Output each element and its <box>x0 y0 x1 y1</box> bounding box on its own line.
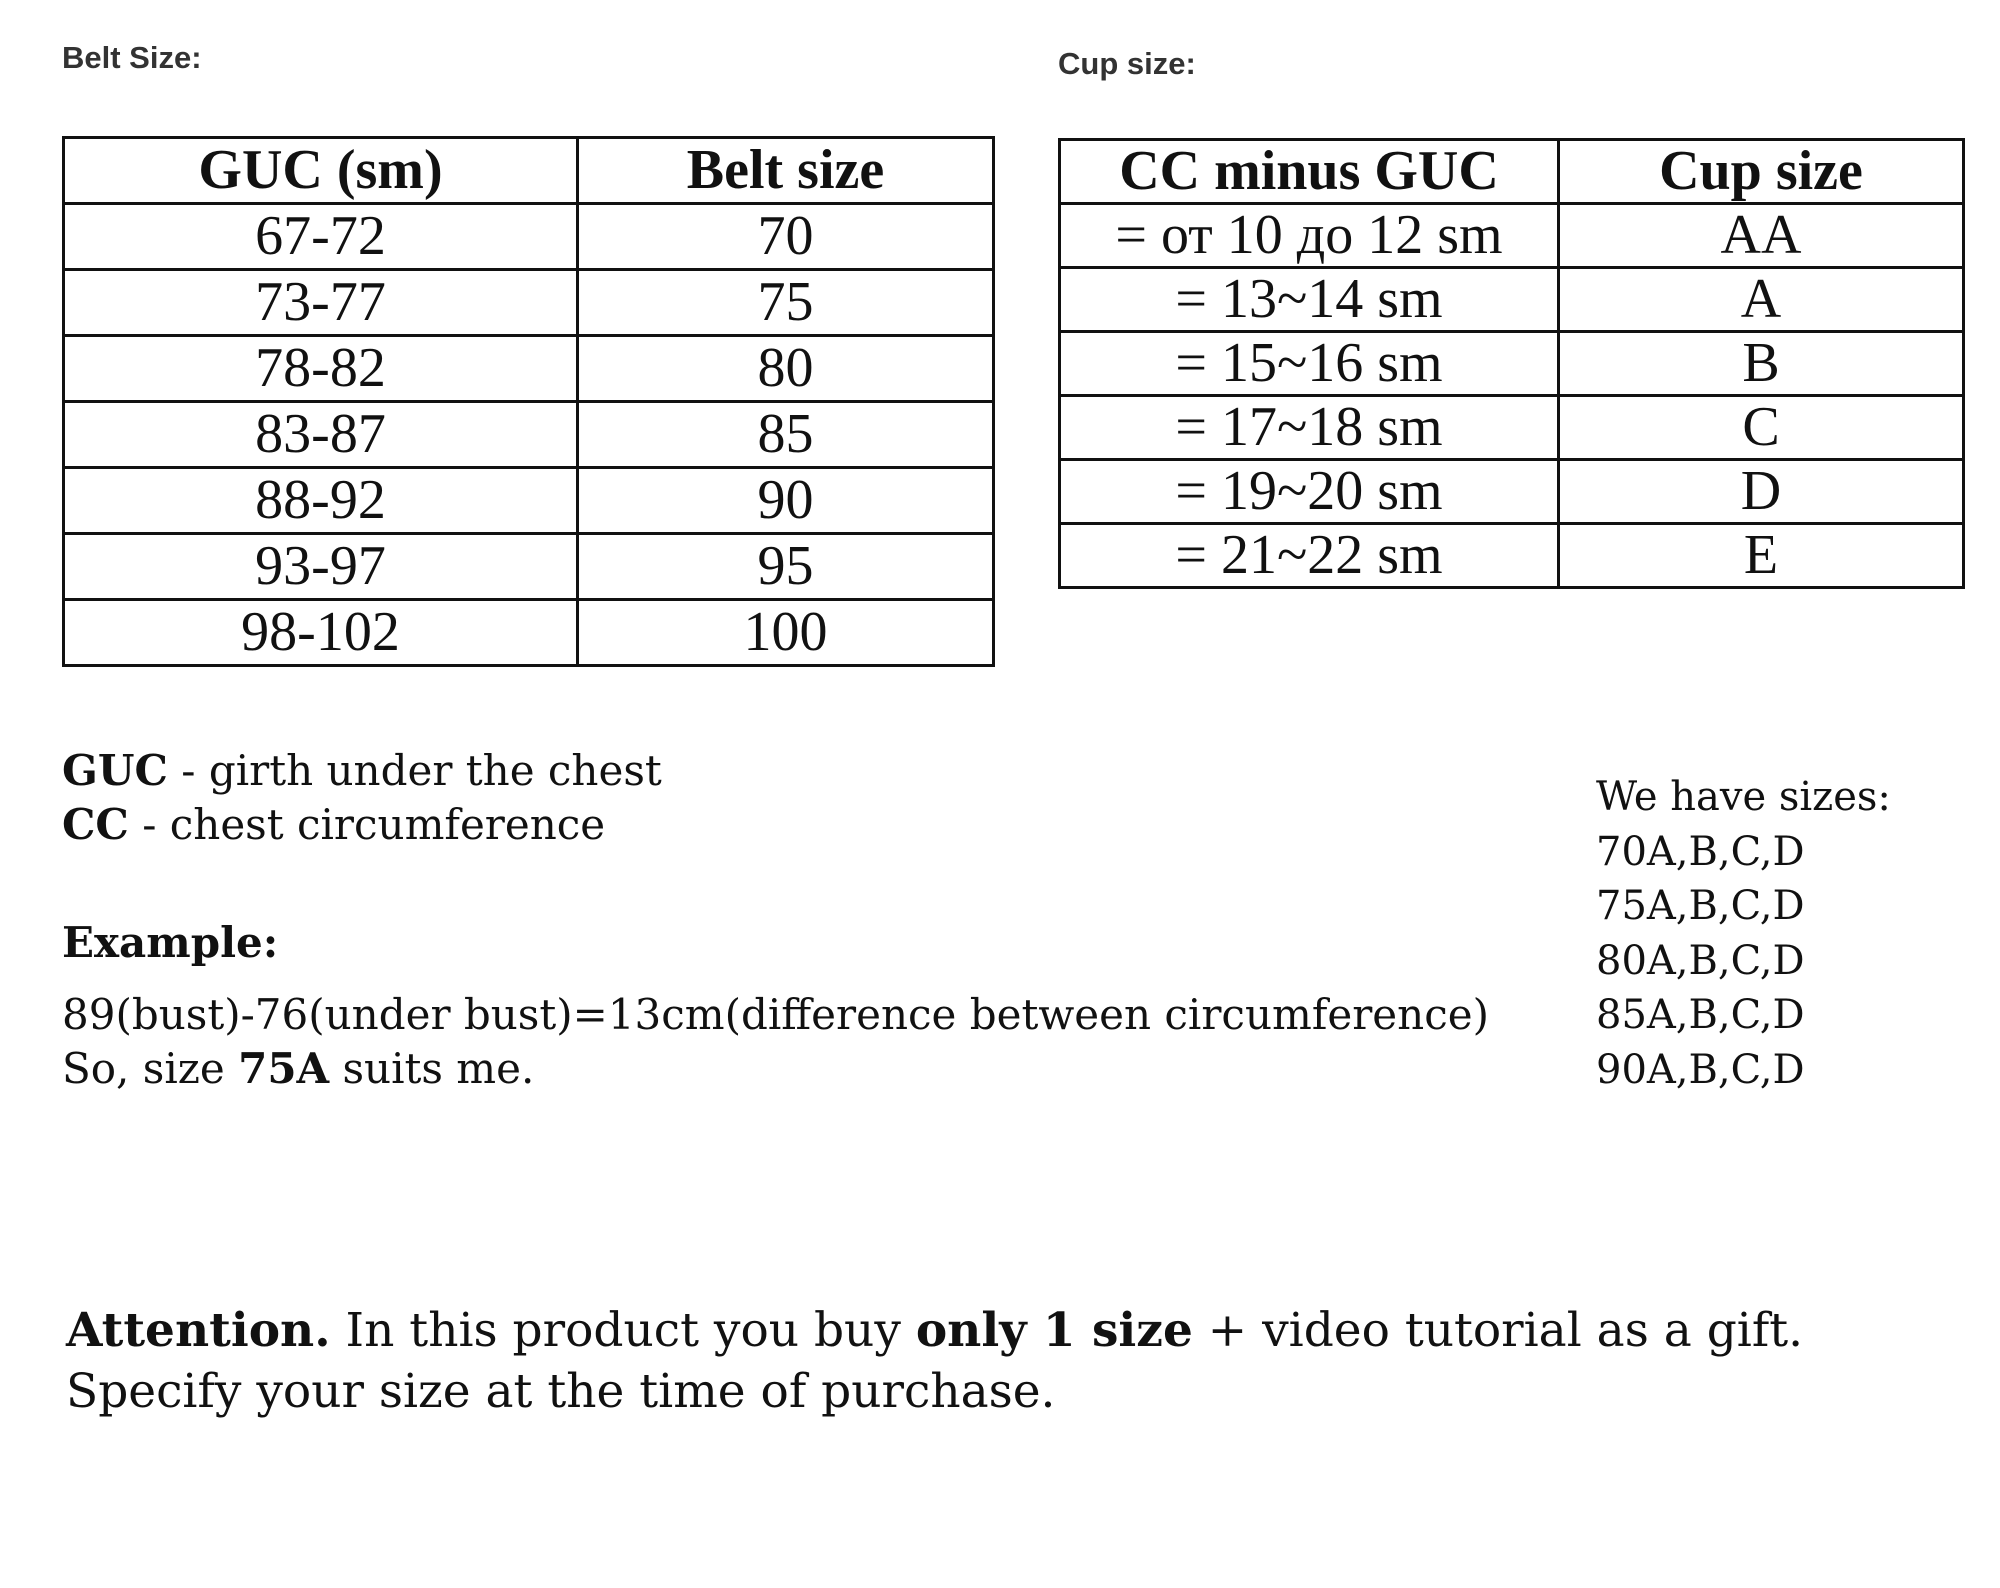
column-header-cup-size: Cup size <box>1559 140 1964 204</box>
table-cell: AA <box>1559 204 1964 268</box>
table-cell: A <box>1559 268 1964 332</box>
table-cell: 80 <box>578 336 994 402</box>
attention-text-after: + video tutorial as a gift. <box>1192 1303 1804 1358</box>
table-cell: 90 <box>578 468 994 534</box>
attention-notice <box>66 1300 1803 1422</box>
table-cell: 67-72 <box>64 204 578 270</box>
table-cell: 93-97 <box>64 534 578 600</box>
example-conclusion-suffix: suits me. <box>329 1044 535 1093</box>
table-header-row <box>64 138 994 204</box>
legend-cc-term: CC <box>62 800 129 849</box>
attention-emphasis: only 1 size <box>915 1303 1193 1358</box>
table-cell: = 19~20 sm <box>1060 460 1559 524</box>
example-conclusion-size: 75A <box>238 1044 330 1093</box>
list-item: 80A,B,C,D <box>1596 937 1805 984</box>
table-header-row <box>1060 140 1964 204</box>
example-heading-text: Example: <box>62 918 279 967</box>
cup-size-heading: Cup size: <box>1058 46 1196 81</box>
list-item: 70A,B,C,D <box>1596 828 1805 875</box>
table-cell: 100 <box>578 600 994 666</box>
table-cell: = 17~18 sm <box>1060 396 1559 460</box>
table-row <box>64 204 994 270</box>
example-conclusion <box>62 1042 1489 1096</box>
table-row <box>64 270 994 336</box>
table-row <box>1060 332 1964 396</box>
table-cell: 98-102 <box>64 600 578 666</box>
example-calculation: 89(bust)-76(under bust)=13cm(difference between circumference) <box>62 990 1489 1039</box>
column-header-guc: GUC (sm) <box>64 138 578 204</box>
table-row <box>1060 396 1964 460</box>
table-cell: 83-87 <box>64 402 578 468</box>
table-cell: = 15~16 sm <box>1060 332 1559 396</box>
table-row <box>64 468 994 534</box>
table-cell: = 21~22 sm <box>1060 524 1559 588</box>
attention-line-2: Specify your size at the time of purchase. <box>66 1364 1056 1419</box>
belt-size-heading: Belt Size: <box>62 40 202 75</box>
table-row <box>64 600 994 666</box>
table-cell: 85 <box>578 402 994 468</box>
legend <box>62 744 662 852</box>
table-cell: 73-77 <box>64 270 578 336</box>
list-item: 85A,B,C,D <box>1596 992 1805 1038</box>
table-cell: E <box>1559 524 1964 588</box>
table-cell: 78-82 <box>64 336 578 402</box>
table-cell: 75 <box>578 270 994 336</box>
table-row <box>64 534 994 600</box>
available-sizes <box>1596 770 1891 1097</box>
table-row <box>64 336 994 402</box>
table-row <box>1060 268 1964 332</box>
belt-size-table <box>62 136 995 667</box>
example-body <box>62 988 1489 1096</box>
table-cell: = от 10 до 12 sm <box>1060 204 1559 268</box>
attention-text-before: In this product you buy <box>330 1303 916 1358</box>
legend-guc-definition: - girth under the chest <box>167 746 662 795</box>
table-row <box>1060 204 1964 268</box>
table-cell: 95 <box>578 534 994 600</box>
table-row <box>1060 460 1964 524</box>
list-item: 75A,B,C,D <box>1596 883 1805 929</box>
attention-line-1 <box>66 1300 1803 1361</box>
table-cell: = 13~14 sm <box>1060 268 1559 332</box>
legend-cc <box>62 798 662 852</box>
cup-size-table <box>1058 138 1965 589</box>
list-item: 90A,B,C,D <box>1596 1046 1805 1093</box>
available-sizes-heading: We have sizes: <box>1596 774 1891 820</box>
table-cell: B <box>1559 332 1964 396</box>
table-cell: D <box>1559 460 1964 524</box>
legend-cc-definition: - chest circumference <box>128 800 606 849</box>
table-row <box>1060 524 1964 588</box>
attention-label: Attention. <box>66 1303 331 1358</box>
legend-guc-term: GUC <box>62 746 168 795</box>
table-cell: 70 <box>578 204 994 270</box>
table-cell: 88-92 <box>64 468 578 534</box>
column-header-belt-size: Belt size <box>578 138 994 204</box>
legend-guc <box>62 744 662 798</box>
table-cell: C <box>1559 396 1964 460</box>
example-heading <box>62 916 278 970</box>
table-row <box>64 402 994 468</box>
example-conclusion-prefix: So, size <box>62 1044 239 1093</box>
column-header-cc-minus-guc: CC minus GUC <box>1060 140 1559 204</box>
